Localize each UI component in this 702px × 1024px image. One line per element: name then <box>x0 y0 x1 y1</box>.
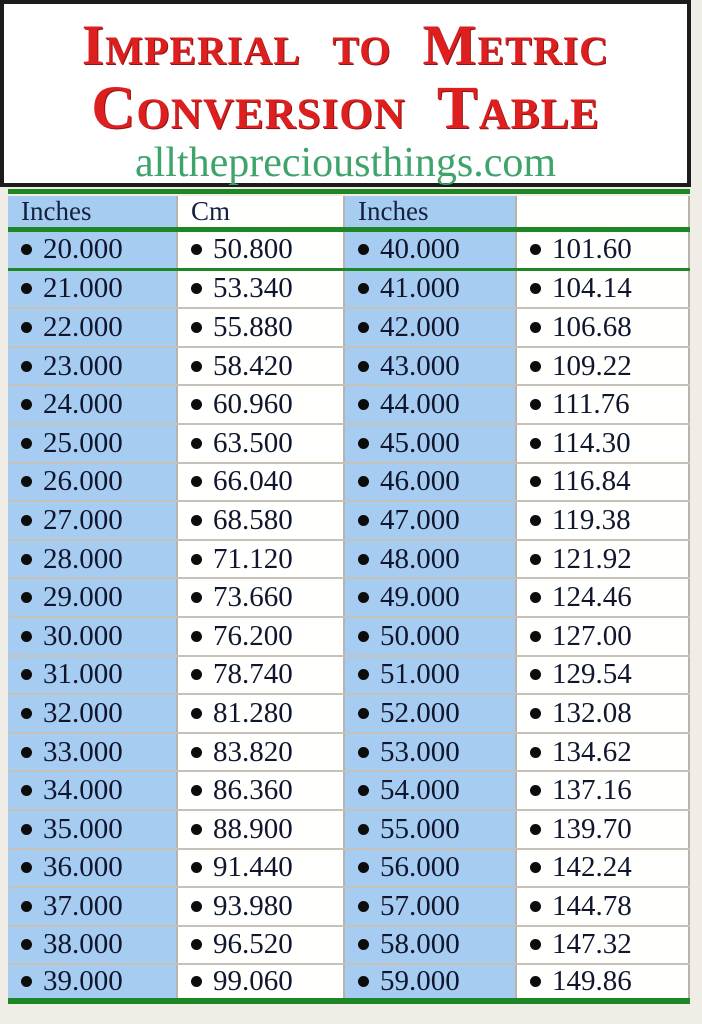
bullet-icon <box>21 824 32 835</box>
inches-cell-left <box>8 386 178 423</box>
cm-value: 60.960 <box>213 388 293 421</box>
table-row <box>8 618 690 657</box>
inches-value: 21.000 <box>43 272 123 305</box>
inches-cell-right <box>345 811 517 848</box>
bullet-icon <box>191 399 202 410</box>
inches-cell-right <box>345 502 517 539</box>
bullet-icon <box>191 747 202 758</box>
bullet-icon <box>21 361 32 372</box>
cm-cell-left <box>178 579 345 616</box>
bullet-icon <box>358 785 369 796</box>
inches-value: 31.000 <box>43 658 123 691</box>
bullet-icon <box>530 554 541 565</box>
inches-cell-right <box>345 541 517 578</box>
bullet-icon <box>358 283 369 294</box>
bullet-icon <box>530 361 541 372</box>
cm-value: 137.16 <box>552 774 632 807</box>
cm-value: 144.78 <box>552 889 632 922</box>
cm-value: 121.92 <box>552 542 632 575</box>
bullet-icon <box>191 283 202 294</box>
top-divider <box>8 189 690 194</box>
bullet-icon <box>530 669 541 680</box>
inches-value: 24.000 <box>43 388 123 421</box>
inches-value: 26.000 <box>43 465 123 498</box>
cm-cell-right <box>517 579 690 616</box>
bullet-icon <box>191 901 202 912</box>
cm-cell-left <box>178 618 345 655</box>
bullet-icon <box>191 244 202 255</box>
website-text: allthepreciousthings.com <box>134 140 557 186</box>
inches-cell-left <box>8 888 178 925</box>
inches-value: 58.000 <box>380 928 460 961</box>
bullet-icon <box>358 862 369 873</box>
bullet-icon <box>530 631 541 642</box>
bullet-icon <box>21 901 32 912</box>
bullet-icon <box>191 708 202 719</box>
inches-cell-right <box>345 386 517 423</box>
bullet-icon <box>358 592 369 603</box>
bullet-icon <box>191 554 202 565</box>
inches-value: 28.000 <box>43 542 123 575</box>
cm-value: 83.820 <box>213 735 293 768</box>
bullet-icon <box>530 322 541 333</box>
inches-value: 25.000 <box>43 426 123 459</box>
cm-value: 119.38 <box>552 503 631 536</box>
cm-cell-left <box>178 348 345 385</box>
inches-value: 44.000 <box>380 388 460 421</box>
cm-cell-left <box>178 927 345 964</box>
bullet-icon <box>191 438 202 449</box>
cm-cell-right <box>517 348 690 385</box>
inches-cell-right <box>345 734 517 771</box>
bullet-icon <box>530 244 541 255</box>
page-title-line2: Conversion Table <box>91 75 600 142</box>
cm-value: 104.14 <box>552 272 632 305</box>
inches-cell-left <box>8 502 178 539</box>
table-row <box>8 811 690 850</box>
bullet-icon <box>21 747 32 758</box>
inches-value: 54.000 <box>380 774 460 807</box>
cm-value: 96.520 <box>213 928 293 961</box>
cm-cell-right <box>517 927 690 964</box>
inches-cell-left <box>8 541 178 578</box>
inches-cell-right <box>345 464 517 501</box>
cm-cell-right <box>517 232 690 268</box>
inches-value: 50.000 <box>380 619 460 652</box>
cm-value: 99.060 <box>213 965 293 998</box>
cm-cell-right <box>517 618 690 655</box>
cm-cell-right <box>517 541 690 578</box>
bullet-icon <box>530 976 541 987</box>
table-row <box>8 734 690 773</box>
cm-value: 78.740 <box>213 658 293 691</box>
cm-cell-left <box>178 425 345 462</box>
table-row <box>8 425 690 464</box>
cm-value: 149.86 <box>552 965 632 998</box>
column-header-inches-left: Inches <box>8 196 178 227</box>
bullet-icon <box>358 824 369 835</box>
cm-value: 66.040 <box>213 465 293 498</box>
table-row <box>8 657 690 696</box>
bullet-icon <box>358 322 369 333</box>
cm-value: 50.800 <box>213 233 293 266</box>
cm-cell-right <box>517 965 690 998</box>
inches-value: 47.000 <box>380 503 460 536</box>
bullet-icon <box>358 515 369 526</box>
table-row <box>8 888 690 927</box>
inches-value: 55.000 <box>380 812 460 845</box>
cm-cell-right <box>517 271 690 308</box>
bullet-icon <box>21 631 32 642</box>
table-row <box>8 772 690 811</box>
cm-cell-left <box>178 695 345 732</box>
inches-cell-right <box>345 927 517 964</box>
table-row <box>8 232 690 271</box>
cm-value: 116.84 <box>552 465 631 498</box>
bullet-icon <box>358 438 369 449</box>
bullet-icon <box>358 976 369 987</box>
inches-cell-left <box>8 657 178 694</box>
inches-value: 29.000 <box>43 581 123 614</box>
inches-value: 52.000 <box>380 696 460 729</box>
bullet-icon <box>530 283 541 294</box>
cm-cell-left <box>178 232 345 268</box>
inches-value: 36.000 <box>43 851 123 884</box>
inches-value: 33.000 <box>43 735 123 768</box>
cm-value: 114.30 <box>552 426 631 459</box>
bullet-icon <box>358 399 369 410</box>
bullet-icon <box>358 747 369 758</box>
bullet-icon <box>530 515 541 526</box>
cm-cell-right <box>517 734 690 771</box>
cm-value: 68.580 <box>213 503 293 536</box>
bullet-icon <box>191 862 202 873</box>
bullet-icon <box>21 939 32 950</box>
cm-cell-left <box>178 811 345 848</box>
cm-value: 86.360 <box>213 774 293 807</box>
bullet-icon <box>358 361 369 372</box>
bullet-icon <box>191 824 202 835</box>
cm-cell-right <box>517 657 690 694</box>
cm-value: 88.900 <box>213 812 293 845</box>
cm-value: 139.70 <box>552 812 632 845</box>
table-row <box>8 850 690 889</box>
table-row <box>8 965 690 1004</box>
bullet-icon <box>21 322 32 333</box>
bullet-icon <box>191 361 202 372</box>
inches-cell-left <box>8 271 178 308</box>
bullet-icon <box>358 244 369 255</box>
inches-value: 38.000 <box>43 928 123 961</box>
inches-value: 39.000 <box>43 965 123 998</box>
cm-value: 132.08 <box>552 696 632 729</box>
cm-value: 81.280 <box>213 696 293 729</box>
cm-value: 142.24 <box>552 851 632 884</box>
cm-value: 58.420 <box>213 349 293 382</box>
inches-value: 32.000 <box>43 696 123 729</box>
inches-cell-right <box>345 772 517 809</box>
table-header-row <box>8 196 690 227</box>
inches-cell-right <box>345 965 517 998</box>
bullet-icon <box>358 554 369 565</box>
inches-cell-right <box>345 579 517 616</box>
bullet-icon <box>21 708 32 719</box>
bullet-icon <box>530 747 541 758</box>
cm-value: 124.46 <box>552 581 632 614</box>
inches-cell-right <box>345 850 517 887</box>
cm-cell-left <box>178 657 345 694</box>
cm-value: 93.980 <box>213 889 293 922</box>
inches-value: 34.000 <box>43 774 123 807</box>
table-row <box>8 502 690 541</box>
bullet-icon <box>358 476 369 487</box>
inches-value: 30.000 <box>43 619 123 652</box>
bullet-icon <box>530 901 541 912</box>
inches-cell-left <box>8 811 178 848</box>
cm-cell-left <box>178 888 345 925</box>
page-title-line1: Imperial to Metric <box>81 14 610 77</box>
cm-cell-right <box>517 386 690 423</box>
bullet-icon <box>530 939 541 950</box>
cm-value: 129.54 <box>552 658 632 691</box>
inches-cell-left <box>8 425 178 462</box>
cm-cell-left <box>178 965 345 998</box>
inches-cell-right <box>345 695 517 732</box>
table-row <box>8 927 690 966</box>
cm-cell-left <box>178 734 345 771</box>
bullet-icon <box>530 824 541 835</box>
bullet-icon <box>530 438 541 449</box>
bullet-icon <box>21 476 32 487</box>
inches-value: 45.000 <box>380 426 460 459</box>
bullet-icon <box>358 901 369 912</box>
column-header-cm-left: Cm <box>178 196 345 227</box>
cm-cell-right <box>517 850 690 887</box>
bullet-icon <box>21 976 32 987</box>
inches-cell-left <box>8 309 178 346</box>
cm-value: 53.340 <box>213 272 293 305</box>
inches-cell-left <box>8 734 178 771</box>
bullet-icon <box>21 785 32 796</box>
cm-cell-right <box>517 888 690 925</box>
cm-cell-right <box>517 309 690 346</box>
bullet-icon <box>21 283 32 294</box>
bullet-icon <box>191 631 202 642</box>
cm-value: 71.120 <box>213 542 293 575</box>
bullet-icon <box>191 515 202 526</box>
cm-value: 111.76 <box>552 388 630 421</box>
table-row <box>8 309 690 348</box>
bullet-icon <box>530 399 541 410</box>
bullet-icon <box>530 708 541 719</box>
bullet-icon <box>530 476 541 487</box>
cm-cell-left <box>178 541 345 578</box>
inches-cell-left <box>8 695 178 732</box>
bullet-icon <box>358 708 369 719</box>
cm-cell-left <box>178 309 345 346</box>
inches-value: 51.000 <box>380 658 460 691</box>
inches-value: 48.000 <box>380 542 460 575</box>
inches-cell-left <box>8 348 178 385</box>
cm-value: 55.880 <box>213 310 293 343</box>
table-row <box>8 579 690 618</box>
bullet-icon <box>191 592 202 603</box>
cm-cell-left <box>178 464 345 501</box>
cm-cell-right <box>517 695 690 732</box>
cm-cell-left <box>178 271 345 308</box>
table-row <box>8 271 690 310</box>
cm-cell-right <box>517 425 690 462</box>
inches-value: 53.000 <box>380 735 460 768</box>
bullet-icon <box>21 554 32 565</box>
inches-value: 35.000 <box>43 812 123 845</box>
bullet-icon <box>530 592 541 603</box>
inches-cell-right <box>345 271 517 308</box>
table-row <box>8 695 690 734</box>
cm-cell-right <box>517 772 690 809</box>
bullet-icon <box>191 939 202 950</box>
column-header-inches-right: Inches <box>345 196 517 227</box>
bullet-icon <box>191 785 202 796</box>
inches-value: 41.000 <box>380 272 460 305</box>
inches-value: 22.000 <box>43 310 123 343</box>
bullet-icon <box>358 631 369 642</box>
inches-value: 20.000 <box>43 233 123 266</box>
bullet-icon <box>358 669 369 680</box>
inches-cell-left <box>8 850 178 887</box>
inches-value: 43.000 <box>380 349 460 382</box>
inches-value: 46.000 <box>380 465 460 498</box>
cm-value: 147.32 <box>552 928 632 961</box>
bullet-icon <box>21 592 32 603</box>
bullet-icon <box>21 438 32 449</box>
inches-value: 37.000 <box>43 889 123 922</box>
cm-cell-right <box>517 464 690 501</box>
bullet-icon <box>530 862 541 873</box>
bullet-icon <box>191 976 202 987</box>
table-row <box>8 348 690 387</box>
inches-value: 27.000 <box>43 503 123 536</box>
bullet-icon <box>21 669 32 680</box>
inches-value: 49.000 <box>380 581 460 614</box>
column-header-cm-right <box>517 196 690 227</box>
inches-value: 23.000 <box>43 349 123 382</box>
title-card <box>0 0 691 187</box>
table-row <box>8 386 690 425</box>
inches-cell-left <box>8 618 178 655</box>
bullet-icon <box>358 939 369 950</box>
inches-cell-right <box>345 348 517 385</box>
inches-cell-right <box>345 888 517 925</box>
inches-cell-left <box>8 232 178 268</box>
cm-value: 134.62 <box>552 735 632 768</box>
cm-value: 106.68 <box>552 310 632 343</box>
cm-value: 63.500 <box>213 426 293 459</box>
bullet-icon <box>21 862 32 873</box>
inches-value: 56.000 <box>380 851 460 884</box>
inches-cell-right <box>345 618 517 655</box>
table-row <box>8 464 690 503</box>
inches-value: 59.000 <box>380 965 460 998</box>
bullet-icon <box>191 669 202 680</box>
inches-cell-left <box>8 772 178 809</box>
inches-value: 40.000 <box>380 233 460 266</box>
inches-cell-right <box>345 309 517 346</box>
bullet-icon <box>21 515 32 526</box>
bullet-icon <box>21 244 32 255</box>
cm-value: 73.660 <box>213 581 293 614</box>
cm-cell-left <box>178 502 345 539</box>
cm-cell-right <box>517 811 690 848</box>
inches-cell-left <box>8 464 178 501</box>
inches-value: 42.000 <box>380 310 460 343</box>
bullet-icon <box>191 476 202 487</box>
table-body <box>8 232 690 1004</box>
inches-value: 57.000 <box>380 889 460 922</box>
table-row <box>8 541 690 580</box>
cm-cell-left <box>178 386 345 423</box>
cm-value: 76.200 <box>213 619 293 652</box>
cm-value: 109.22 <box>552 349 632 382</box>
bullet-icon <box>191 322 202 333</box>
cm-cell-left <box>178 850 345 887</box>
inches-cell-right <box>345 425 517 462</box>
cm-value: 127.00 <box>552 619 632 652</box>
cm-cell-right <box>517 502 690 539</box>
bullet-icon <box>21 399 32 410</box>
inches-cell-left <box>8 579 178 616</box>
inches-cell-right <box>345 232 517 268</box>
cm-value: 101.60 <box>552 233 632 266</box>
conversion-table <box>8 196 690 1004</box>
inches-cell-left <box>8 965 178 998</box>
inches-cell-right <box>345 657 517 694</box>
cm-cell-left <box>178 772 345 809</box>
inches-cell-left <box>8 927 178 964</box>
cm-value: 91.440 <box>213 851 293 884</box>
bullet-icon <box>530 785 541 796</box>
